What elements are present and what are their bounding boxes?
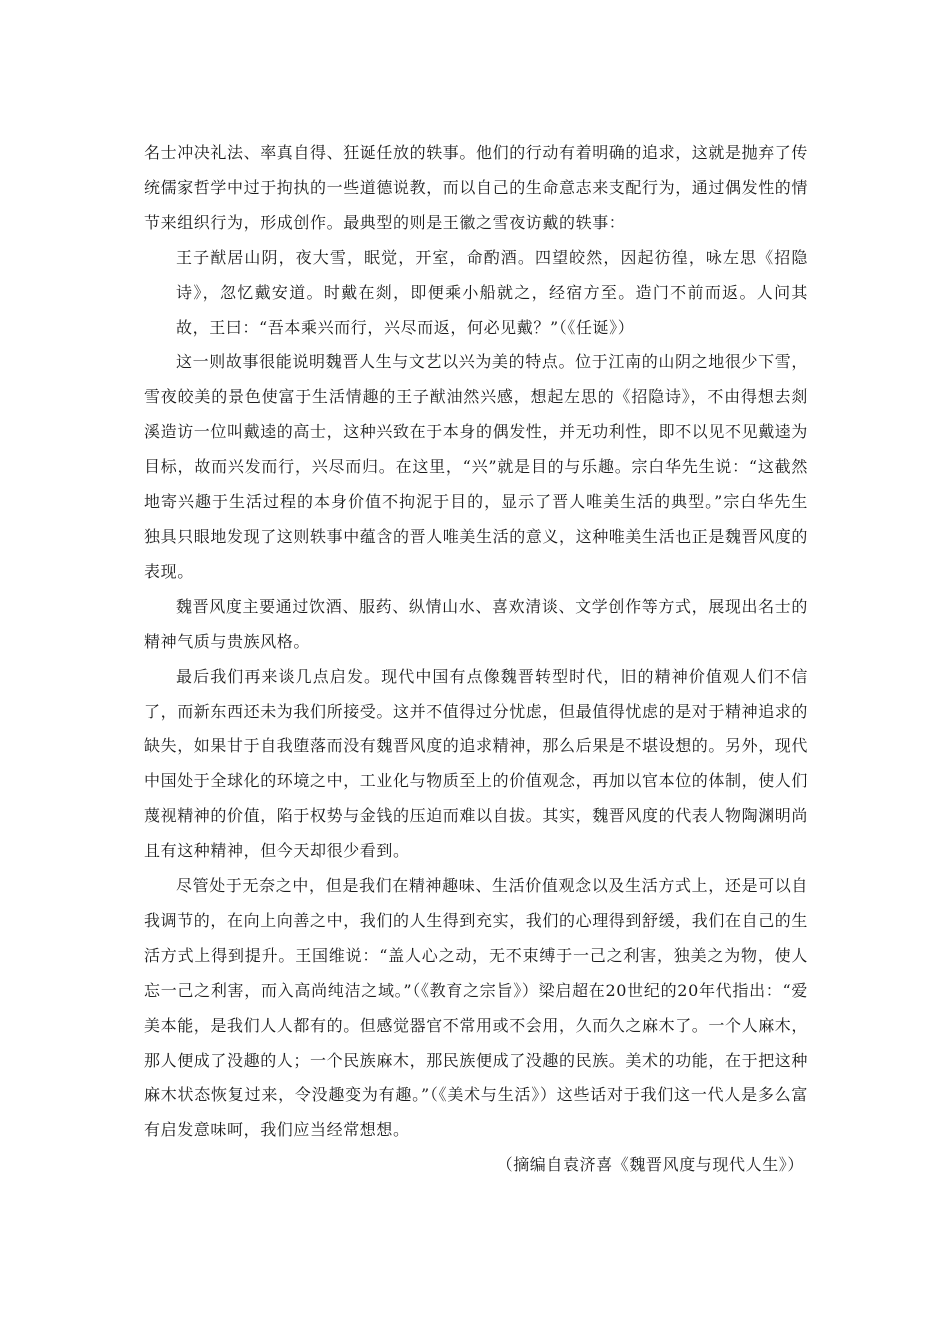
quoted-anecdote: 王子猷居山阴，夜大雪，眠觉，开室，命酌酒。四望皎然，因起彷徨，咏左思《招隐诗》，忽忆戴安道。时戴在剡，即便乘小船就之，经宿方至。造门不前而返。人问其故，王曰：“吾本乘兴而行，兴尽而返，何必见戴？”（《任诞》） (176, 247, 808, 337)
article-body (144, 136, 808, 1183)
source-citation: （摘编自袁济喜《魏晋风度与现代人生》） (496, 1155, 804, 1175)
paragraph-conclusion: 尽管处于无奈之中，但是我们在精神趣味、生活价值观念以及生活方式上，还是可以自我调节的，在向上向善之中，我们的人生得到充实，我们的心理得到舒缓，我们在自己的生活方式上得到提升。王国维说：“盖人心之动，无不束缚于一己之利害，独美之为物，使人忘一己之利害，而入高尚纯洁之域。”（《教育之宗旨》）梁启超在20世纪的20年代指出：“爱美本能，是我们人人都有的。但感觉器官不常用或不会用，久而久之麻木了。一个人麻木，那人便成了没趣的人；一个民族麻木，那民族便成了没趣的民族。美术的功能，在于把这种麻木状态恢复过来，令没趣变为有趣。”（《美术与生活》）这些话对于我们这一代人是多么富有启发意味呵，我们应当经常想想。 (144, 876, 809, 1140)
paragraph-analysis: 这一则故事很能说明魏晋人生与文艺以兴为美的特点。位于江南的山阴之地很少下雪，雪夜皎美的景色使富于生活情趣的王子猷油然兴感，想起左思的《招隐诗》，不由得想去剡溪造访一位叫戴逵的高士，这种兴致在于本身的偶发性，并无功利性，即不以见不见戴逵为目标，故而兴发而行，兴尽而归。在这里，“兴”就是目的与乐趣。宗白华先生说：“这截然地寄兴趣于生活过程的本身价值不拘泥于目的，显示了晋人唯美生活的典型。”宗白华先生独具只眼地发现了这则轶事中蕴含的晋人唯美生活的意义，这种唯美生活也正是魏晋风度的表现。 (144, 352, 809, 581)
paragraph-summary: 魏晋风度主要通过饮酒、服药、纵情山水、喜欢清谈、文学创作等方式，展现出名士的精神气质与贵族风格。 (144, 596, 808, 651)
paragraph-continuation: 名士冲决礼法、率真自得、狂诞任放的轶事。他们的行动有着明确的追求，这就是抛弃了传统儒家哲学中过于拘执的一些道德说教，而以自己的生命意志来支配行为，通过偶发性的情节来组织行为，形成创作。最典型的则是王徽之雪夜访戴的轶事： (144, 143, 809, 232)
paragraph-inspiration: 最后我们再来谈几点启发。现代中国有点像魏晋转型时代，旧的精神价值观人们不信了，而新东西还未为我们所接受。这并不值得过分忧虑，但最值得忧虑的是对于精神追求的缺失，如果甘于自我堕落而没有魏晋风度的追求精神，那么后果是不堪设想的。另外，现代中国处于全球化的环境之中，工业化与物质至上的价值观念，再加以官本位的体制，使人们蔑视精神的价值，陷于权势与金钱的压迫而难以自拔。其实，魏晋风度的代表人物陶渊明尚且有这种精神，但今天却很少看到。 (144, 666, 809, 861)
